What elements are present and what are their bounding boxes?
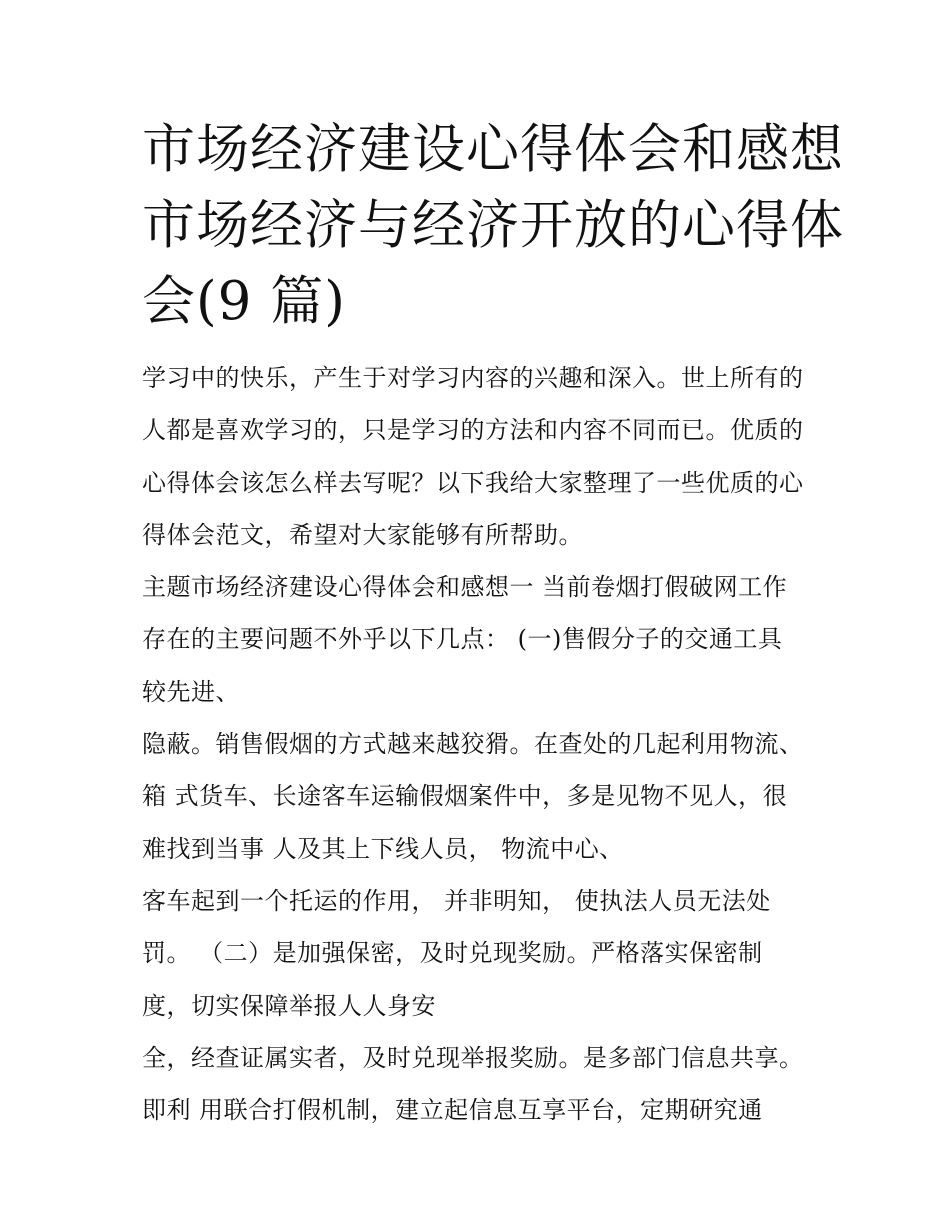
body-line: 隐蔽。销售假烟的方式越来越狡猾。在查处的几起利用物流、 [142, 730, 804, 759]
title-line: 市场经济与经济开放的心得体 [142, 195, 844, 256]
body-line: 存在的主要问题不外乎以下几点： (一)售假分子的交通工具 [142, 625, 783, 654]
document-title [142, 112, 844, 340]
body-line: 学习中的快乐，产生于对学习内容的兴趣和深入。世上所有的 [142, 364, 804, 392]
body-line: 难找到当事 人及其上下线人员， 物流中心、 [142, 834, 624, 863]
document-body [142, 352, 832, 1136]
body-line: 心得体会该怎么样去写呢？以下我给大家整理了一些优质的心 [142, 468, 804, 497]
body-line: 即利 用联合打假机制，建立起信息互享平台，定期研究通 [142, 1096, 763, 1125]
title-line: 市场经济建设心得体会和感想 [142, 119, 844, 180]
body-line: 度，切实保障举报人人身安 [142, 991, 436, 1020]
body-line: 主题市场经济建设心得体会和感想一 当前卷烟打假破网工作 [142, 573, 788, 602]
body-line: 全，经查证属实者，及时兑现举报奖励。是多部门信息共享。 [142, 1043, 804, 1072]
body-line: 罚。 （二）是加强保密，及时兑现奖励。严格落实保密制 [142, 939, 763, 968]
body-line: 人都是喜欢学习的，只是学习的方法和内容不同而已。优质的 [142, 416, 804, 445]
body-line: 箱 式货车、长途客车运输假烟案件中，多是见物不见人，很 [142, 782, 788, 811]
body-line: 较先进、 [142, 677, 240, 706]
body-line: 得体会范文，希望对大家能够有所帮助。 [142, 520, 583, 549]
body-line: 客车起到一个托运的作用， 并非明知， 使执法人员无法处 [142, 886, 771, 915]
title-line: 会(9 篇) [142, 271, 346, 332]
